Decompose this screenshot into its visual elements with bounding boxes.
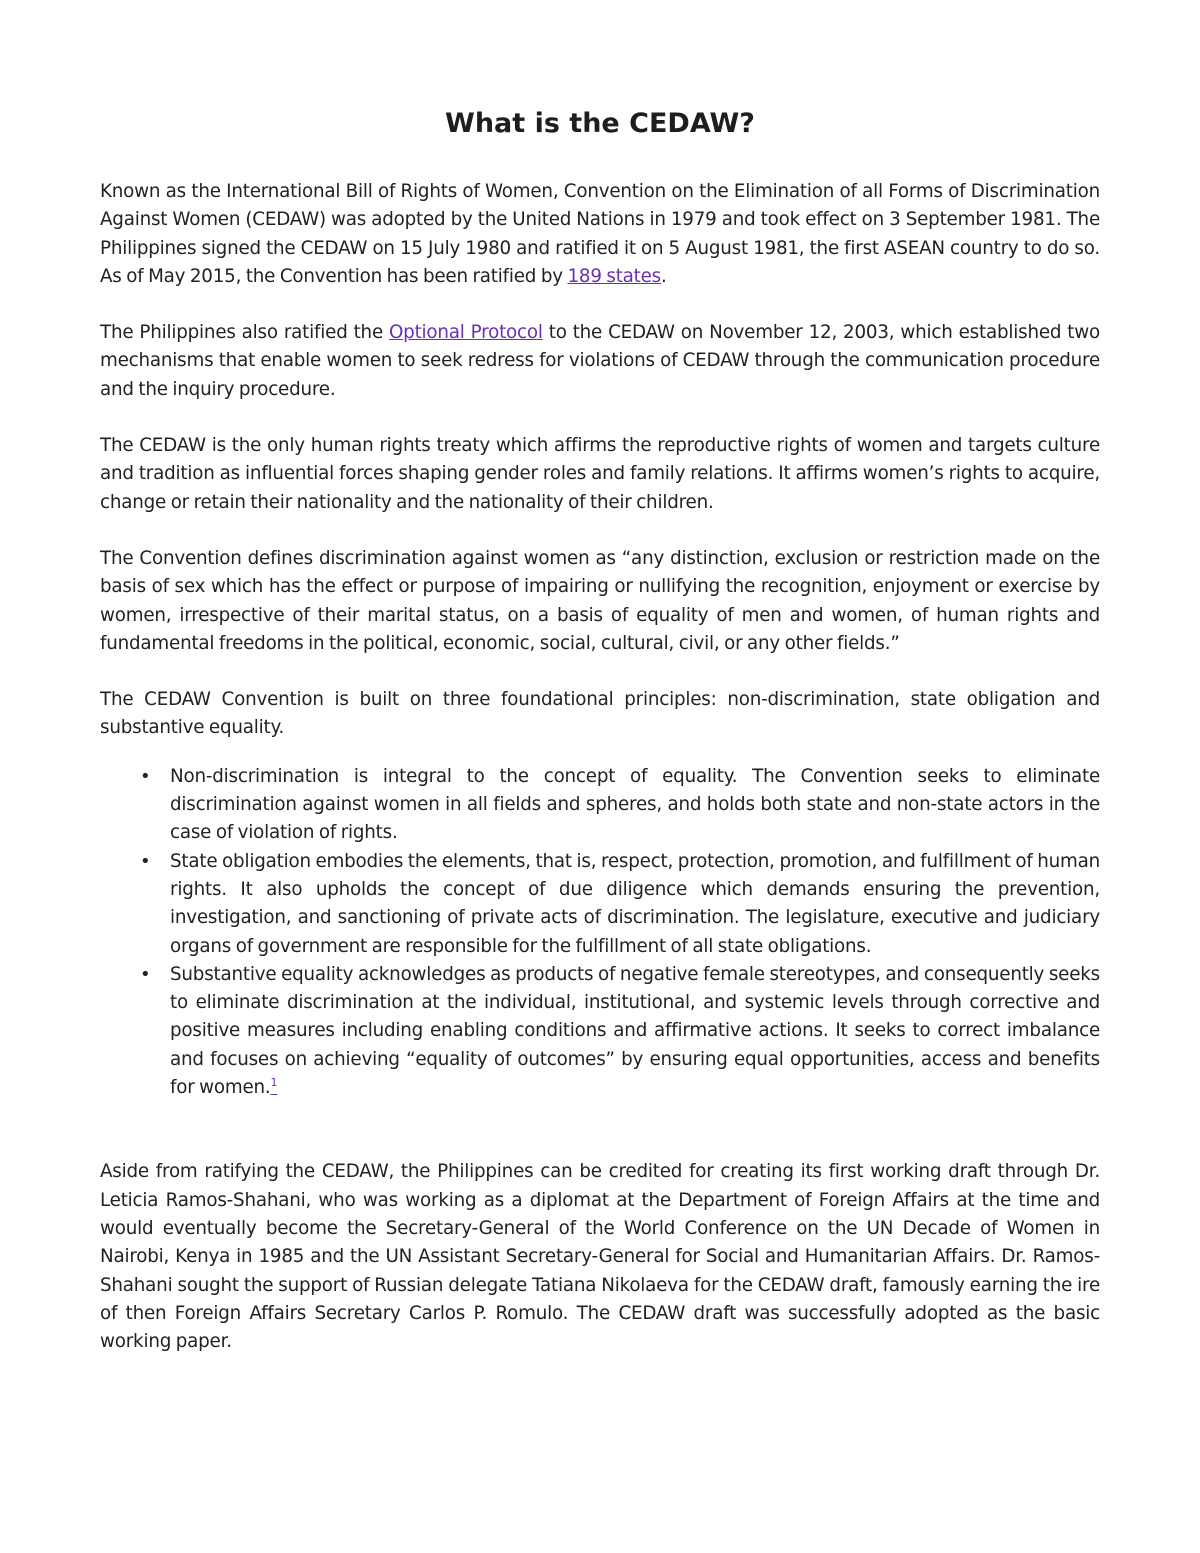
page-title: What is the CEDAW? <box>445 108 755 139</box>
list-item <box>140 848 1100 961</box>
paragraph-intro <box>100 178 1100 291</box>
paragraph-definition: The Convention defines discrimination against women as “any distinction, exclusion or restriction made on the basis of sex which has the effect or purpose of impairing or nullifying the recognition, enjoyment or exercise by women, irrespective of their marital status, on a basis of equality of men and women, of human rights and fundamental freedoms in the political, economic, social, cultural, civil, or any other fields.” <box>100 547 1100 654</box>
list-item <box>140 961 1100 1102</box>
footnote-ref: 1 <box>270 1075 278 1089</box>
link-optional-protocol[interactable]: Optional Protocol <box>388 322 543 344</box>
paragraph-optional-protocol-end: to the CEDAW on November 12, 2003, which established two mechanisms that enable women to seek redress for violations of CEDAW through the communication procedure and the inquiry procedure. <box>100 322 1100 400</box>
bullet-icon: • <box>140 850 151 872</box>
list-item-text: State obligation embodies the elements, that is, respect, protection, promotion, and fulfillment of human rights. It also upholds the concept of due diligence which demands ensuring the prevention, investigation, and sanctioning of private acts of discrimination. The legislature, executive and judiciary organs of government are responsible for the fulfillment of all state obligations. <box>170 850 1100 957</box>
paragraph-optional-protocol-text: The Philippines also ratified the <box>100 322 389 344</box>
bullet-icon: • <box>140 963 151 985</box>
list-item <box>140 763 1100 848</box>
paragraph-intro-text: Known as the International Bill of Rights of Women, Convention on the Elimination of all Forms of Discrimination Against Women (CEDAW) was adopted by the United Nations in 1979 and took effect on 3 September 1981. The Philippines signed the CEDAW on 15 July 1980 and ratified it on 5 August 1981, the first ASEAN country to do so. As of May 2015, the Convention has been ratified by <box>100 181 1100 287</box>
paragraph-optional-protocol <box>100 319 1100 404</box>
paragraph-history: Aside from ratifying the CEDAW, the Philippines can be credited for creating its first working draft through Dr. Leticia Ramos-Shahani, who was working as a diplomat at the Department of Foreign Affairs at the time and would eventually become the Secretary-General of the World Conference on the UN Decade of Women in Nairobi, Kenya in 1985 and the UN Assistant Secretary-General for Social and Humanitarian Affairs. Dr. Ramos-Shahani sought the support of Russian delegate Tatiana Nikolaeva for the CEDAW draft, famously earning the ire of then Foreign Affairs Secretary Carlos P. Romulo. The CEDAW draft was successfully adopted as the basic working paper. <box>100 1161 1100 1353</box>
link-189-states[interactable]: 189 states <box>567 265 662 287</box>
paragraph-reproductive-rights: The CEDAW is the only human rights treaty which affirms the reproductive rights of women and targets culture and tradition as influential forces shaping gender roles and family relations. It affirms women’s rights to acquire, change or retain their nationality and the nationality of their children. <box>100 435 1100 513</box>
list-item-text: Substantive equality acknowledges as products of negative female stereotypes, and consequently seeks to eliminate discrimination at the individual, institutional, and systemic levels through corrective and positive measures including enabling conditions and affirmative actions. It seeks to correct imbalance and focuses on achieving “equality of outcomes” by ensuring equal opportunities, access and benefits for women. <box>170 963 1100 1099</box>
document-page <box>100 104 1100 1384</box>
paragraph-principles: The CEDAW Convention is built on three foundational principles: non-discrimination, state obligation and substantive equality. <box>100 689 1100 739</box>
paragraph-intro-end: . <box>661 265 667 287</box>
bullet-icon: • <box>140 765 151 787</box>
list-item-text: Non-discrimination is integral to the concept of equality. The Convention seeks to eliminate discrimination against women in all fields and spheres, and holds both state and non-state actors in the case of violation of rights. <box>170 765 1100 844</box>
principles-list <box>100 763 1100 1103</box>
footnote-link[interactable] <box>271 1077 278 1098</box>
